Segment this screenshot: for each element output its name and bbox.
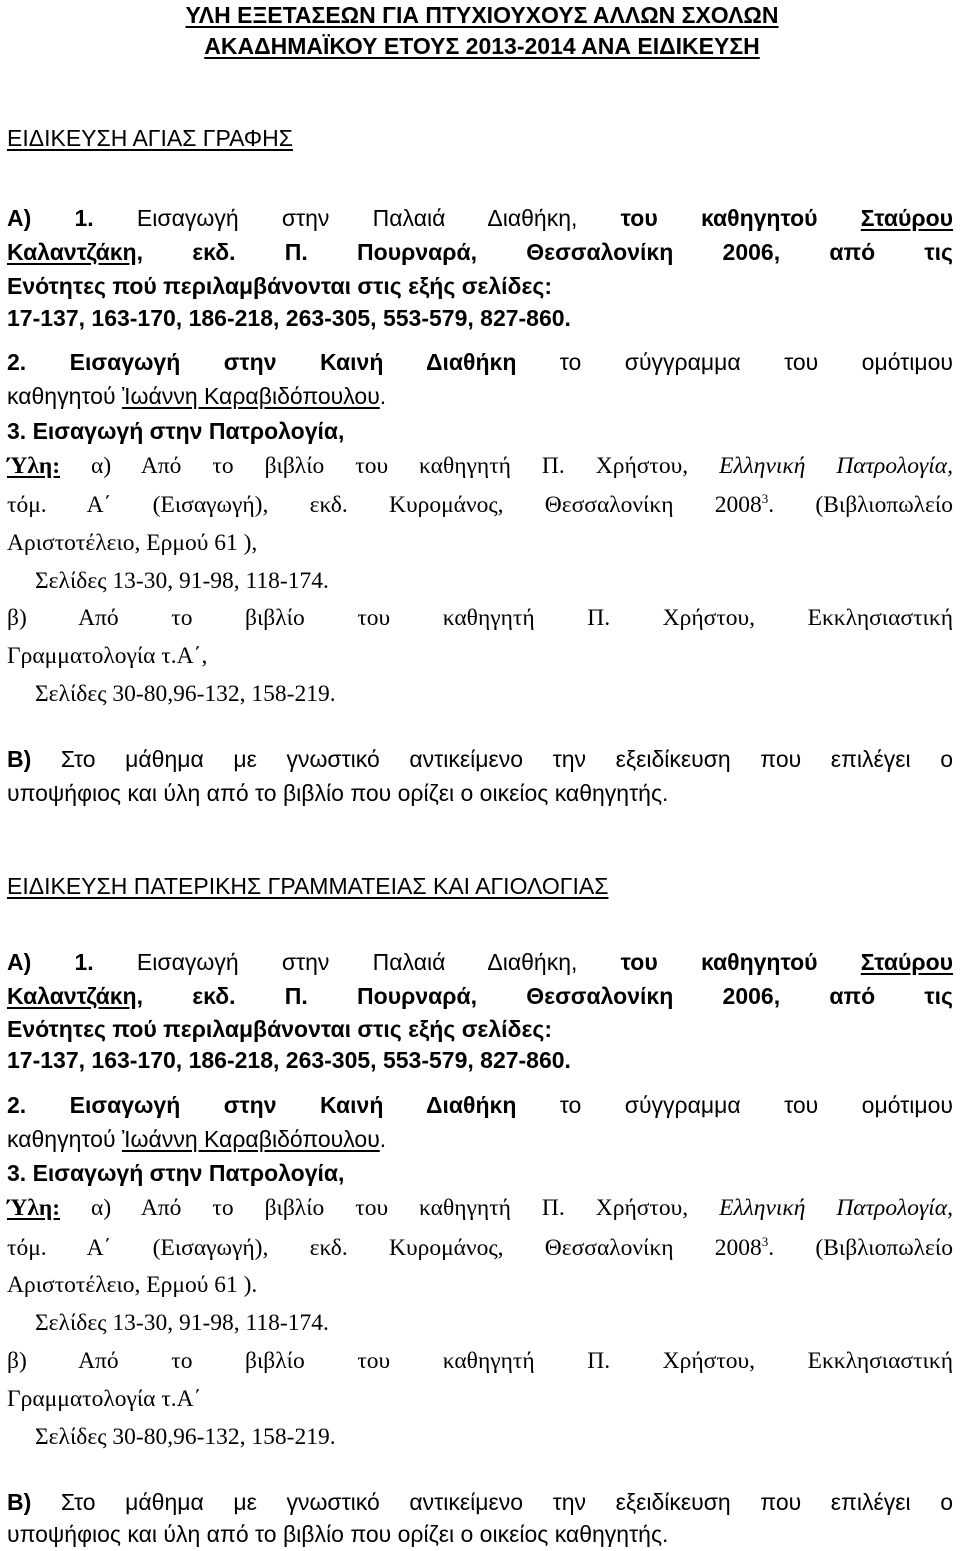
- pages-a: Σελίδες 13-30, 91-98, 118-174.: [35, 1310, 329, 1336]
- section-a-item1-line2: [7, 237, 953, 267]
- tome-after: . (Βιβλιοπωλείο: [768, 492, 953, 518]
- book-title: Ελληνική Πατρολογία,: [719, 453, 954, 479]
- page-ranges: 17-137, 163-170, 186-218, 263-305, 553-579, 827-860.: [7, 305, 571, 331]
- pages-a: Σελίδες 13-30, 91-98, 118-174.: [35, 568, 329, 594]
- yli-line: [7, 1193, 953, 1223]
- edition-superscript: 3: [761, 491, 769, 507]
- section-B-label: Β): [7, 746, 32, 772]
- section-a-label: Α) 1.: [7, 205, 94, 231]
- pages-b: Σελίδες 30-80,96-132, 158-219.: [35, 1424, 336, 1450]
- section-a-item2-line2: [7, 1124, 953, 1154]
- section-heading: ΕΙΔΙΚΕΥΣΗ ΑΓΙΑΣ ΓΡΑΦΗΣ: [7, 125, 293, 151]
- sentence-end: .: [379, 383, 387, 409]
- yli-label: Ύλη:: [7, 453, 61, 479]
- tome-after: . (Βιβλιοπωλείο: [768, 1235, 953, 1261]
- sentence-end: .: [379, 1126, 387, 1152]
- section-a-item1-line1: [7, 203, 953, 233]
- yli-label: Ύλη:: [7, 1195, 61, 1221]
- section-a-item1-line3: Ενότητες πού περιλαμβάνονται στις εξής σελίδες:: [7, 273, 553, 299]
- yli-text: α) Από το βιβλίο του καθηγητή Π. Χρήστου,: [91, 1195, 689, 1221]
- section-B-line2: υποψήφιος και ύλη από το βιβλίο που ορίζει ο οικείος καθηγητής.: [7, 780, 669, 806]
- professor-first-name: Σταύρου: [860, 205, 954, 231]
- section-B-line2: υποψήφιος και ύλη από το βιβλίο που ορίζει ο οικείος καθηγητής.: [7, 1521, 669, 1547]
- section-B-label: Β): [7, 1489, 32, 1515]
- section-a-item2-line1: [7, 1090, 953, 1120]
- tome-text: τόμ. Α΄ (Εισαγωγή), εκδ. Κυρομάνος, Θεσσαλονίκη 2008: [7, 1235, 762, 1261]
- item-number: 2.: [7, 1092, 27, 1118]
- yli-line: [7, 451, 953, 481]
- course-description: το σύγγραμμα του ομότιμου: [559, 349, 953, 375]
- yli-text: α) Από το βιβλίο του καθηγητή Π. Χρήστου,: [91, 453, 689, 479]
- section-a-item1-line1: [7, 947, 953, 977]
- professor-label: του καθηγητού: [620, 205, 818, 231]
- section-a-item3: 3. Εισαγωγή στην Πατρολογία,: [7, 418, 345, 444]
- b-line2: Γραμματολογία τ.Α΄: [7, 1386, 202, 1412]
- b-line2: Γραμματολογία τ.Α΄,: [7, 643, 208, 669]
- bookshop-line: Αριστοτέλειο, Ερμού 61 ).: [7, 1272, 258, 1298]
- publication-info: , εκδ. Π. Πουρναρά, Θεσσαλονίκη 2006, από τις: [136, 983, 953, 1009]
- professor-last-name: Καλαντζάκη: [7, 239, 137, 265]
- course-title: Εισαγωγή στην Παλαιά Διαθήκη,: [136, 949, 578, 975]
- b-line1: β) Από το βιβλίο του καθηγητή Π. Χρήστου, Εκκλησιαστική: [7, 1348, 953, 1374]
- section-a-item2-line2: [7, 381, 953, 411]
- section-a-item3: 3. Εισαγωγή στην Πατρολογία,: [7, 1160, 345, 1186]
- professor-name: Ἰωάννη Καραβιδόπουλου: [121, 383, 380, 409]
- professor-name: Ἰωάννη Καραβιδόπουλου: [121, 1126, 380, 1152]
- section-a-item1-line2: [7, 981, 953, 1011]
- course-title: Εισαγωγή στην Καινή Διαθήκη: [69, 349, 517, 375]
- course-description: το σύγγραμμα του ομότιμου: [559, 1092, 953, 1118]
- tome-line: [7, 490, 953, 520]
- edition-superscript: 3: [761, 1234, 769, 1250]
- item-number: 2.: [7, 349, 27, 375]
- professor-label: καθηγητού: [7, 1126, 116, 1152]
- course-title: Εισαγωγή στην Καινή Διαθήκη: [69, 1092, 517, 1118]
- document-title-line1: ΥΛΗ ΕΞΕΤΑΣΕΩΝ ΓΙΑ ΠΤΥΧΙΟΥΧΟΥΣ ΑΛΛΩΝ ΣΧΟΛΩΝ: [185, 2, 779, 28]
- section-a-item2-line1: [7, 347, 953, 377]
- publication-info: , εκδ. Π. Πουρναρά, Θεσσαλονίκη 2006, από τις: [136, 239, 953, 265]
- pages-b: Σελίδες 30-80,96-132, 158-219.: [35, 681, 336, 707]
- book-title: Ελληνική Πατρολογία,: [719, 1195, 954, 1221]
- professor-first-name: Σταύρου: [860, 949, 954, 975]
- bookshop-line: Αριστοτέλειο, Ερμού 61 ),: [7, 530, 258, 556]
- section-B-line1: [7, 744, 953, 774]
- section-B-line1: [7, 1487, 953, 1517]
- tome-line: [7, 1233, 953, 1263]
- section-B-text: Στο μάθημα με γνωστικό αντικείμενο την εξειδίκευση που επιλέγει ο: [60, 746, 953, 772]
- document-title-line2: ΑΚΑΔΗΜΑΪΚΟΥ ΕΤΟΥΣ 2013-2014 ΑΝΑ ΕΙΔΙΚΕΥΣΗ: [204, 33, 760, 59]
- professor-last-name: Καλαντζάκη: [7, 983, 137, 1009]
- section-a-label: Α) 1.: [7, 949, 94, 975]
- section-a-item1-line3: Ενότητες πού περιλαμβάνονται στις εξής σελίδες:: [7, 1016, 553, 1042]
- b-line1: β) Από το βιβλίο του καθηγητή Π. Χρήστου, Εκκλησιαστική: [7, 605, 953, 631]
- tome-text: τόμ. Α΄ (Εισαγωγή), εκδ. Κυρομάνος, Θεσσαλονίκη 2008: [7, 492, 762, 518]
- professor-label: καθηγητού: [7, 383, 116, 409]
- section-B-text: Στο μάθημα με γνωστικό αντικείμενο την εξειδίκευση που επιλέγει ο: [60, 1489, 953, 1515]
- course-title: Εισαγωγή στην Παλαιά Διαθήκη,: [136, 205, 578, 231]
- professor-label: του καθηγητού: [620, 949, 818, 975]
- page-ranges: 17-137, 163-170, 186-218, 263-305, 553-579, 827-860.: [7, 1047, 571, 1073]
- section-heading: ΕΙΔΙΚΕΥΣΗ ΠΑΤΕΡΙΚΗΣ ΓΡΑΜΜΑΤΕΙΑΣ ΚΑΙ ΑΓΙΟΛΟΓΙΑΣ: [7, 873, 609, 899]
